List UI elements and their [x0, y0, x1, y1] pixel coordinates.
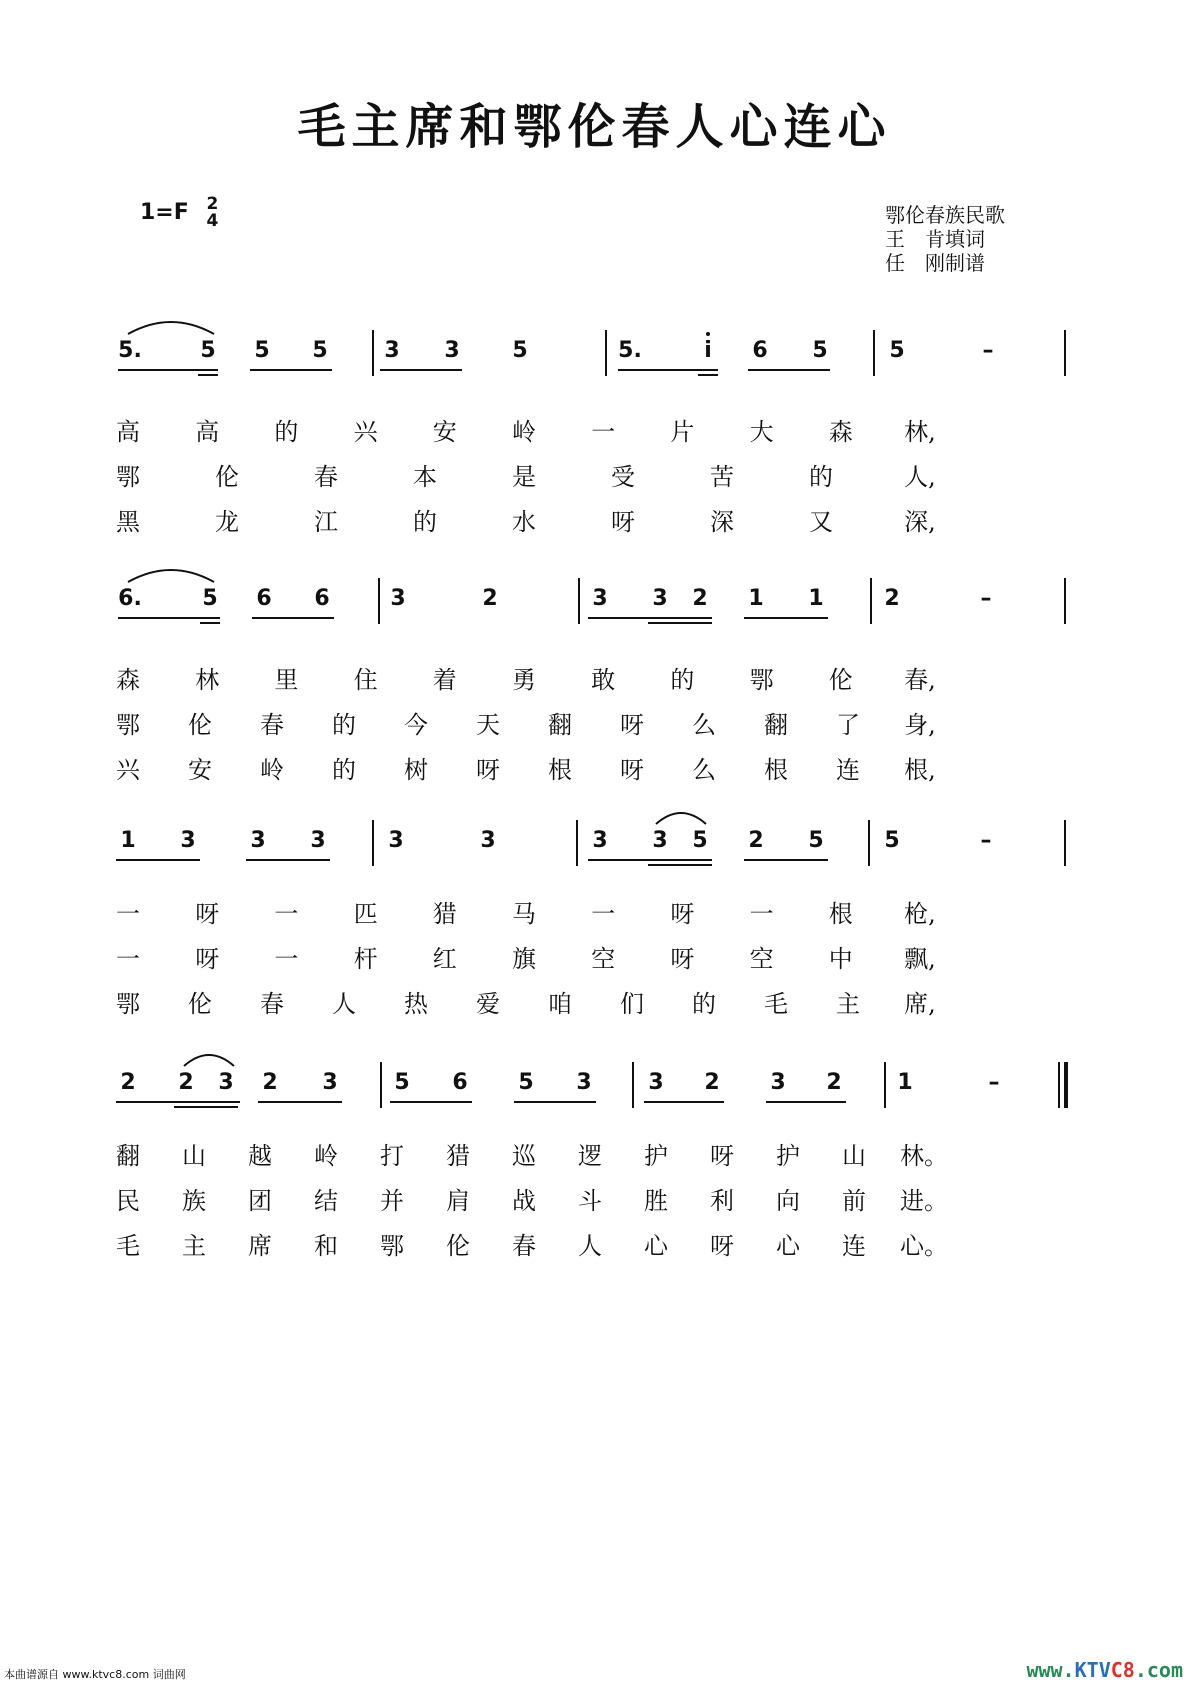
logo-part: KTV	[1074, 1658, 1111, 1682]
lyric-char: 岭	[260, 756, 284, 784]
lyric-char: 们	[620, 990, 644, 1018]
note: 6	[752, 338, 768, 363]
note: 3	[480, 828, 496, 853]
lyric-char: 结	[314, 1187, 338, 1215]
lyric-char: 安	[432, 418, 457, 446]
beam	[116, 1101, 240, 1103]
note: 5	[692, 828, 708, 853]
lyric-char: 毛	[116, 1232, 140, 1260]
lyric-char: 又	[809, 508, 833, 536]
lyric-char: 一	[274, 945, 299, 973]
lyric-char: 根,	[904, 756, 936, 784]
lyric-char: 的	[413, 508, 437, 536]
lyric-char: 护	[776, 1142, 800, 1170]
lyric-char: 根	[548, 756, 572, 784]
beam	[250, 369, 332, 371]
beam	[390, 1101, 472, 1103]
lyric-char: 旗	[512, 945, 536, 973]
lyric-char: 护	[644, 1142, 668, 1170]
lyric-char: 胜	[644, 1187, 668, 1215]
lyric-char: 呀	[476, 756, 500, 784]
lyric-char: 团	[248, 1187, 272, 1215]
beam	[648, 864, 712, 866]
barline	[1064, 578, 1066, 624]
note: 5	[312, 338, 328, 363]
lyric-char: 伦	[188, 990, 212, 1018]
barline	[870, 578, 872, 624]
barline	[868, 820, 870, 866]
beam	[588, 617, 712, 619]
key-text: 1=F	[140, 200, 189, 225]
beam	[698, 374, 718, 376]
lyric-char: 马	[512, 900, 536, 928]
note: i	[704, 338, 712, 363]
lyric-char: 翻	[116, 1142, 140, 1170]
lyric-char: 敢	[591, 666, 616, 694]
lyric-char: 席	[248, 1232, 272, 1260]
lyrics-block-3	[0, 894, 1189, 1018]
lyric-char: 高	[195, 418, 220, 446]
note: 2	[826, 1070, 842, 1095]
lyric-char: 里	[274, 666, 299, 694]
duration-dash: –	[988, 1070, 1000, 1095]
lyric-char: 翻	[548, 711, 572, 739]
note: 2	[884, 586, 900, 611]
score-line-2	[0, 578, 1189, 638]
lyric-char: 黑	[116, 508, 140, 536]
lyric-char: 人,	[904, 463, 936, 491]
lyric-char: 中	[828, 945, 853, 973]
lyric-char: 热	[404, 990, 428, 1018]
lyric-char: 伦	[215, 463, 239, 491]
lyric-char: 林,	[904, 418, 936, 446]
lyrics-block-4	[0, 1136, 1189, 1260]
beam	[258, 1101, 342, 1103]
lyric-char: 爱	[476, 990, 500, 1018]
note: 3	[652, 586, 668, 611]
barline	[873, 330, 875, 376]
lyric-char: 森	[116, 666, 140, 694]
note: 2	[262, 1070, 278, 1095]
note: 2	[482, 586, 498, 611]
lyric-char: 呀	[620, 756, 644, 784]
beam	[648, 622, 712, 624]
final-barline-thin	[1058, 1062, 1060, 1108]
lyric-char: 打	[380, 1142, 404, 1170]
lyric-char: 飘,	[904, 945, 936, 973]
note: 3	[592, 828, 608, 853]
lyric-char: 进。	[900, 1187, 948, 1215]
lyric-char: 心	[776, 1232, 800, 1260]
lyric-char: 斗	[578, 1187, 602, 1215]
lyric-char: 根	[828, 900, 853, 928]
lyric-char: 肩	[446, 1187, 470, 1215]
lyric-char: 鄂	[116, 711, 140, 739]
lyric-char: 的	[692, 990, 716, 1018]
lyric-char: 族	[182, 1187, 206, 1215]
duration-dash: –	[982, 338, 994, 363]
note: 6	[314, 586, 330, 611]
lyric-char: 心	[644, 1232, 668, 1260]
note: 5	[512, 338, 528, 363]
credits	[885, 203, 1005, 275]
lyric-char: 巡	[512, 1142, 536, 1170]
page-title: 毛主席和鄂伦春人心连心	[297, 99, 892, 155]
lyric-char: 安	[188, 756, 212, 784]
lyric-char: 高	[116, 418, 140, 446]
final-barline-thick	[1064, 1062, 1068, 1108]
lyric-char: 本	[413, 463, 437, 491]
note: 5	[254, 338, 270, 363]
note: 1	[748, 586, 764, 611]
logo-part: www.	[1026, 1658, 1075, 1682]
lyric-char: 树	[404, 756, 428, 784]
note: 5	[889, 338, 905, 363]
duration-dash: –	[980, 828, 992, 853]
note: 5	[812, 338, 828, 363]
barline	[576, 820, 578, 866]
lyric-char: 匹	[353, 900, 378, 928]
lyric-char: 呀	[710, 1142, 734, 1170]
lyric-char: 连	[842, 1232, 866, 1260]
lyric-char: 前	[842, 1187, 866, 1215]
barline	[1064, 330, 1066, 376]
lyric-char: 席,	[904, 990, 936, 1018]
lyric-char: 伦	[446, 1232, 470, 1260]
lyric-char: 兴	[116, 756, 140, 784]
note: 6.	[118, 586, 142, 611]
note: 3	[592, 586, 608, 611]
lyric-char: 深,	[904, 508, 936, 536]
lyric-char: 呀	[611, 508, 635, 536]
beam	[200, 622, 220, 624]
beam	[748, 369, 830, 371]
note: 3	[390, 586, 406, 611]
note: 5	[518, 1070, 534, 1095]
note: 2	[748, 828, 764, 853]
beam	[198, 374, 218, 376]
beam	[744, 859, 828, 861]
tie-arc	[126, 316, 216, 336]
lyric-char: 山	[842, 1142, 866, 1170]
lyric-char: 一	[749, 900, 774, 928]
lyric-char: 鄂	[116, 990, 140, 1018]
lyric-char: 和	[314, 1232, 338, 1260]
lyric-char: 翻	[764, 711, 788, 739]
footer-source: 本曲谱源自 www.ktvc8.com 词曲网	[4, 1668, 186, 1681]
note: 3	[180, 828, 196, 853]
footer-logo	[1026, 1658, 1183, 1682]
lyric-char: 一	[591, 418, 616, 446]
lyric-char: 林。	[900, 1142, 948, 1170]
lyric-char: 春,	[904, 666, 936, 694]
lyric-char: 么	[692, 711, 716, 739]
note: 2	[120, 1070, 136, 1095]
lyric-char: 呀	[195, 945, 220, 973]
barline	[1064, 820, 1066, 866]
lyric-char: 呀	[710, 1232, 734, 1260]
barline	[380, 1062, 382, 1108]
lyric-char: 深	[710, 508, 734, 536]
lyric-char: 大	[749, 418, 774, 446]
lyric-char: 民	[116, 1187, 140, 1215]
duration-dash: –	[980, 586, 992, 611]
lyric-char: 受	[611, 463, 635, 491]
lyric-char: 一	[591, 900, 616, 928]
note: 3	[218, 1070, 234, 1095]
lyric-char: 勇	[512, 666, 536, 694]
lyric-char: 空	[591, 945, 616, 973]
time-top: 2	[206, 194, 219, 214]
lyric-char: 呀	[670, 900, 695, 928]
tie-arc	[182, 1048, 236, 1068]
lyric-char: 么	[692, 756, 716, 784]
note: 3	[322, 1070, 338, 1095]
credit-origin: 鄂伦春族民歌	[885, 203, 1005, 227]
lyric-char: 住	[353, 666, 378, 694]
lyric-char: 人	[578, 1232, 602, 1260]
lyric-char: 的	[670, 666, 695, 694]
beam	[118, 617, 220, 619]
note: 2	[704, 1070, 720, 1095]
lyric-char: 向	[776, 1187, 800, 1215]
note: 5	[808, 828, 824, 853]
lyric-char: 一	[116, 945, 140, 973]
lyric-char: 红	[432, 945, 457, 973]
note: 3	[250, 828, 266, 853]
lyric-char: 逻	[578, 1142, 602, 1170]
lyric-char: 今	[404, 711, 428, 739]
lyric-char: 呀	[620, 711, 644, 739]
lyrics-block-1	[0, 412, 1189, 536]
lyrics-block-2	[0, 660, 1189, 784]
beam	[174, 1106, 238, 1108]
note: 6	[256, 586, 272, 611]
note: 5.	[618, 338, 642, 363]
note: 3	[384, 338, 400, 363]
note: 3	[310, 828, 326, 853]
lyric-char: 伦	[188, 711, 212, 739]
note: 2	[692, 586, 708, 611]
beam	[116, 859, 200, 861]
lyric-char: 猎	[446, 1142, 470, 1170]
lyric-char: 咱	[548, 990, 572, 1018]
lyric-char: 空	[749, 945, 774, 973]
beam	[644, 1101, 724, 1103]
tie-arc	[126, 564, 216, 584]
beam	[118, 369, 218, 371]
lyric-char: 一	[274, 900, 299, 928]
note: 5	[884, 828, 900, 853]
note: 1	[808, 586, 824, 611]
lyric-char: 猎	[432, 900, 457, 928]
beam	[766, 1101, 846, 1103]
lyric-char: 是	[512, 463, 536, 491]
lyric-char: 鄂	[116, 463, 140, 491]
lyric-char: 身,	[904, 711, 936, 739]
beam	[246, 859, 330, 861]
lyric-char: 春	[314, 463, 338, 491]
lyric-char: 岭	[314, 1142, 338, 1170]
lyric-char: 林	[195, 666, 220, 694]
lyric-char: 苦	[710, 463, 734, 491]
note: 3	[652, 828, 668, 853]
lyric-char: 兴	[353, 418, 378, 446]
lyric-char: 的	[332, 711, 356, 739]
lyric-char: 水	[512, 508, 536, 536]
barline	[372, 330, 374, 376]
lyric-char: 利	[710, 1187, 734, 1215]
lyric-char: 片	[670, 418, 695, 446]
octave-dot	[706, 332, 710, 336]
note: 3	[388, 828, 404, 853]
lyric-char: 春	[260, 711, 284, 739]
lyric-char: 岭	[512, 418, 536, 446]
barline	[378, 578, 380, 624]
lyric-char: 着	[432, 666, 457, 694]
barline	[578, 578, 580, 624]
beam	[588, 859, 712, 861]
score-line-3	[0, 820, 1189, 880]
score-line-4	[0, 1062, 1189, 1122]
lyric-char: 了	[836, 711, 860, 739]
logo-part: C8	[1110, 1658, 1135, 1682]
lyric-char: 战	[512, 1187, 536, 1215]
lyric-char: 的	[274, 418, 299, 446]
note: 5	[202, 586, 218, 611]
note: 5.	[118, 338, 142, 363]
lyric-char: 连	[836, 756, 860, 784]
note: 3	[444, 338, 460, 363]
lyric-char: 根	[764, 756, 788, 784]
lyric-char: 山	[182, 1142, 206, 1170]
lyric-char: 春	[260, 990, 284, 1018]
barline	[632, 1062, 634, 1108]
barline	[884, 1062, 886, 1108]
lyric-char: 人	[332, 990, 356, 1018]
lyric-char: 江	[314, 508, 338, 536]
lyric-char: 鄂	[749, 666, 774, 694]
note: 1	[120, 828, 136, 853]
lyric-char: 毛	[764, 990, 788, 1018]
lyric-char: 并	[380, 1187, 404, 1215]
lyric-char: 的	[332, 756, 356, 784]
credit-arranger: 任 刚制谱	[885, 251, 985, 275]
lyric-char: 一	[116, 900, 140, 928]
lyric-char: 主	[182, 1232, 206, 1260]
note: 2	[178, 1070, 194, 1095]
lyric-char: 呀	[195, 900, 220, 928]
beam	[514, 1101, 596, 1103]
logo-part: .com	[1134, 1658, 1183, 1682]
beam	[618, 369, 718, 371]
lyric-char: 伦	[828, 666, 853, 694]
lyric-char: 心。	[900, 1232, 948, 1260]
note: 3	[770, 1070, 786, 1095]
tie-arc	[654, 806, 708, 826]
beam	[744, 617, 828, 619]
score-line-1	[0, 330, 1189, 390]
lyric-char: 的	[809, 463, 833, 491]
note: 5	[200, 338, 216, 363]
lyric-char: 杆	[353, 945, 378, 973]
note: 3	[648, 1070, 664, 1095]
note: 1	[897, 1070, 913, 1095]
lyric-char: 越	[248, 1142, 272, 1170]
note: 6	[452, 1070, 468, 1095]
lyric-char: 森	[828, 418, 853, 446]
note: 5	[394, 1070, 410, 1095]
barline	[372, 820, 374, 866]
credit-lyricist: 王 肯填词	[885, 227, 985, 251]
time-signature	[206, 196, 218, 230]
note: 3	[576, 1070, 592, 1095]
barline	[605, 330, 607, 376]
lyric-char: 鄂	[380, 1232, 404, 1260]
beam	[252, 617, 334, 619]
lyric-char: 天	[476, 711, 500, 739]
lyric-char: 呀	[670, 945, 695, 973]
time-bottom: 4	[206, 211, 219, 231]
lyric-char: 主	[836, 990, 860, 1018]
beam	[380, 369, 462, 371]
lyric-char: 枪,	[904, 900, 936, 928]
key-signature	[140, 196, 218, 230]
lyric-char: 春	[512, 1232, 536, 1260]
lyric-char: 龙	[215, 508, 239, 536]
